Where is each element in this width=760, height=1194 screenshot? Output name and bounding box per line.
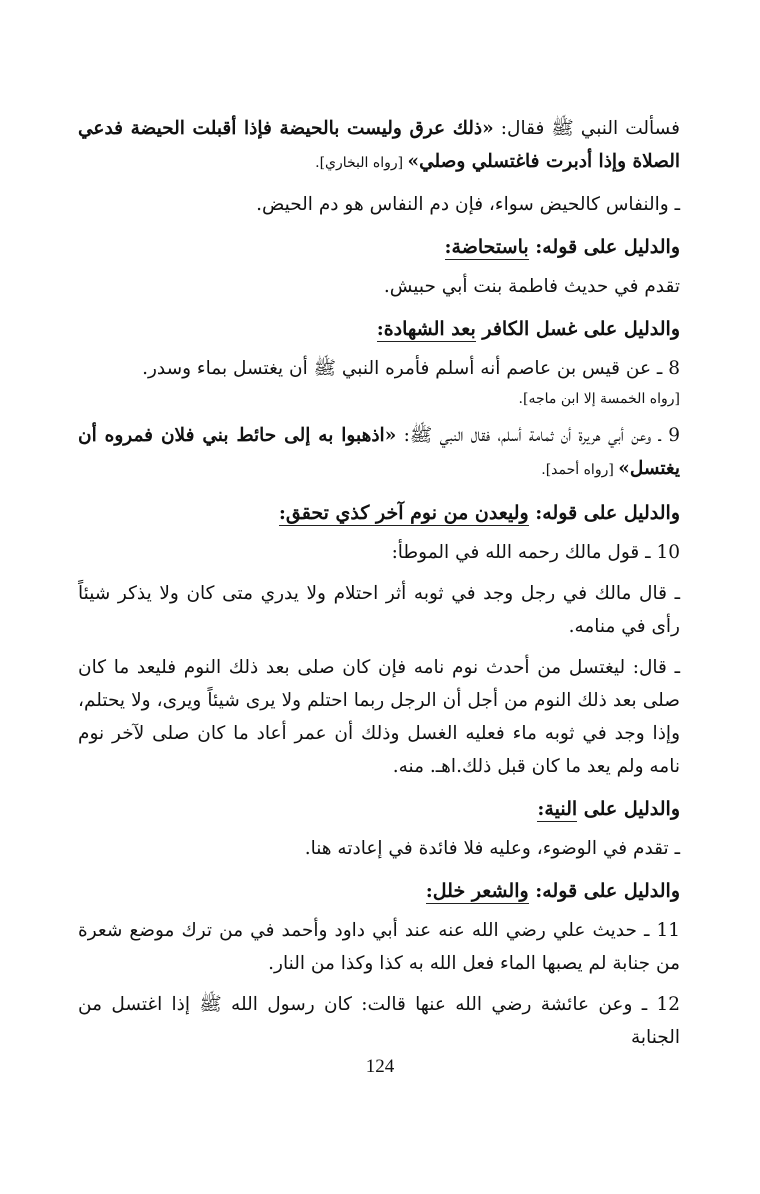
paragraph-nifas bbox=[78, 188, 680, 221]
paragraph-malik-statement bbox=[78, 577, 680, 643]
page-number: 124 bbox=[365, 1056, 395, 1077]
paragraph-text: تقدم في حديث فاطمة بنت أبي حبيش. bbox=[383, 276, 680, 297]
heading-keyword: وليعدن من نوم آخر كذي تحقق: bbox=[278, 502, 529, 524]
hadith-reference: [رواه أحمد]. bbox=[541, 462, 619, 478]
heading-text: والدليل على bbox=[577, 798, 680, 820]
section-heading-istihada bbox=[78, 231, 680, 264]
paragraph-text: ـ تقدم في الوضوء، وعليه فلا فائدة في إعادته هنا. bbox=[304, 838, 680, 859]
paragraph-text: ـ قال: ليغتسل من أحدث نوم نامه فإن كان صلى بعد ذلك النوم فليعد ما كان صلى بعد ذلك النوم من أجل أن الرجل ربما احتلم ولا يرى شيئاً ويرى، ولا يحتلم، وإذا وجد في ثوبه ماء فعليه الغسل وذلك أن عمر أعاد ما كان صلى لآخر نوم نامه ولم يعد ما كان قبل ذلك.اهـ. منه. bbox=[78, 657, 680, 777]
heading-text: والدليل على غسل الكافر bbox=[475, 318, 680, 340]
heading-text: والدليل على قوله: bbox=[528, 236, 680, 258]
section-heading-sleep bbox=[78, 497, 680, 530]
paragraph-text: 10 ـ قول مالك رحمه الله في الموطأ: bbox=[391, 542, 680, 563]
heading-keyword: باستحاضة: bbox=[444, 236, 529, 258]
paragraph-text: 9 ـ وعن أبي هريرة أن ثمامة أسلم، فقال النبي ﷺ: bbox=[396, 425, 680, 446]
paragraph-hadith-istihada bbox=[78, 112, 680, 180]
paragraph-text: ـ والنفاس كالحيض سواء، فإن دم النفاس هو دم الحيض. bbox=[256, 194, 680, 215]
hadith-8-reference: [رواه الخمسة إلا ابن ماجه]. bbox=[518, 391, 680, 407]
paragraph-wudu-reference bbox=[78, 832, 680, 865]
heading-keyword: بعد الشهادة: bbox=[376, 318, 476, 340]
heading-keyword: النية: bbox=[537, 798, 578, 820]
paragraph-malik-ruling bbox=[78, 651, 680, 783]
section-heading-hair bbox=[78, 875, 680, 908]
paragraph-fatima-reference bbox=[78, 270, 680, 303]
hadith-quote: «اذهبوا به إلى حائط بني فلان فمروه أن يغتسل» bbox=[78, 425, 680, 479]
paragraph-hadith-11 bbox=[78, 914, 680, 980]
paragraph-text: 12 ـ وعن عائشة رضي الله عنها قالت: كان رسول الله ﷺ إذا اغتسل من الجنابة bbox=[78, 994, 680, 1048]
paragraph-hadith-8 bbox=[78, 352, 680, 385]
heading-text: والدليل على قوله: bbox=[528, 502, 680, 524]
page-body bbox=[78, 112, 680, 1054]
paragraph-text: فسألت النبي ﷺ فقال: bbox=[493, 118, 681, 139]
heading-text: والدليل على قوله: bbox=[528, 880, 680, 902]
paragraph-text: ـ قال مالك في رجل وجد في ثوبه أثر احتلام ولا يدري متى كان ولا يذكر شيئاً رأى في منامه. bbox=[78, 583, 680, 637]
paragraph-hadith-10 bbox=[78, 536, 680, 569]
paragraph-text: 8 ـ عن قيس بن عاصم أنه أسلم فأمره النبي ﷺ أن يغتسل بماء وسدر. bbox=[142, 358, 680, 379]
paragraph-text: 11 ـ حديث علي رضي الله عنه عند أبي داود وأحمد في من ترك موضع شعرة من جنابة لم يصبها الماء فعل الله به كذا وكذا من النار. bbox=[78, 920, 680, 974]
heading-keyword: والشعر خلل: bbox=[425, 880, 529, 902]
section-heading-kafir-ghusl bbox=[78, 313, 680, 346]
hadith-quote: «ذلك عرق وليست بالحيضة فإذا أقبلت الحيضة فدعي الصلاة وإذا أدبرت فاغتسلي وصلي» bbox=[78, 118, 680, 172]
paragraph-hadith-9 bbox=[78, 419, 680, 487]
section-heading-niyya bbox=[78, 793, 680, 826]
paragraph-hadith-12 bbox=[78, 988, 680, 1054]
hadith-reference: [رواه البخاري]. bbox=[315, 155, 408, 171]
